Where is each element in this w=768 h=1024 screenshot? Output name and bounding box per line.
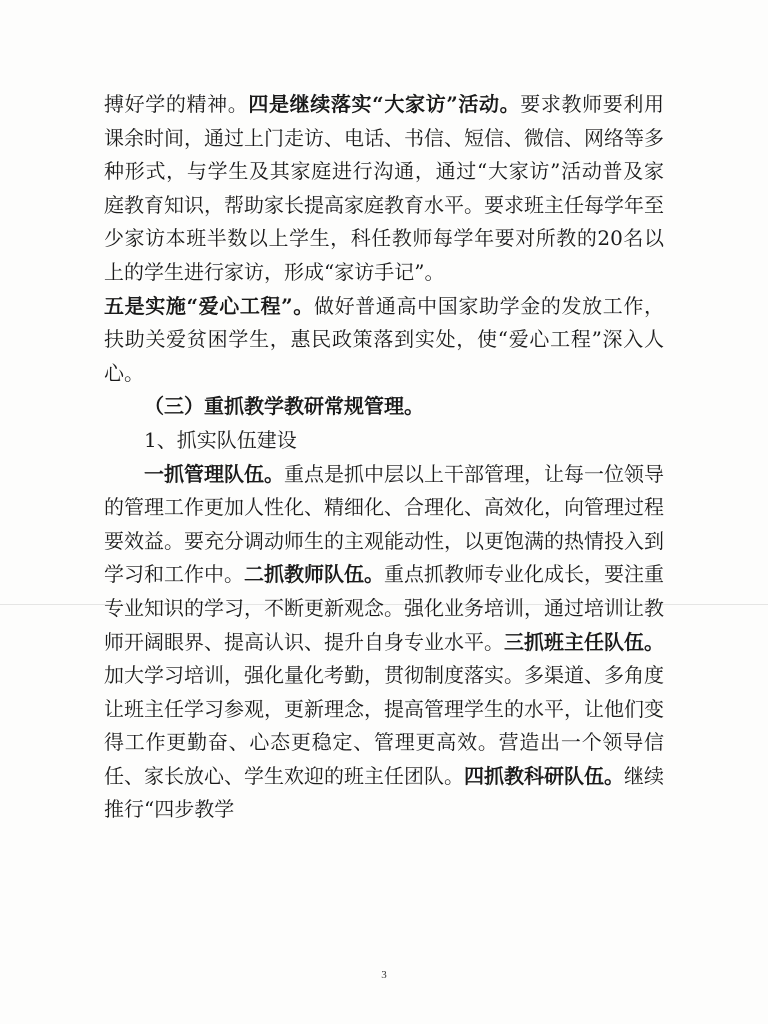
- text-run: 1、抓实队伍建设: [144, 427, 297, 452]
- subsection-heading: [104, 424, 664, 458]
- section-heading: [104, 390, 664, 424]
- paragraph: [104, 290, 664, 391]
- bold-phrase: 四抓教科研队伍。: [464, 763, 624, 788]
- paragraph: [104, 88, 664, 290]
- bold-phrase: 四是继续落实“大家访”活动。: [248, 92, 521, 116]
- text-run: 搏好学的精神。: [104, 92, 249, 116]
- text-run: 加大学习培训，强化量化考勤，贯彻制度落实。多渠道、多角度让班主任学习参观，更新理念，提高管理学生的水平，让他们变得工作更勤奋、心态更稳定、管理更高效。营造出一个领导信任、家长放心、学生欢迎的班主任团队。: [104, 663, 664, 788]
- bold-phrase: 五是实施“爱心工程”。: [104, 293, 314, 318]
- text-run: 重点抓教师专业化成长，要注重专业知识的学习，不断更新观念。强化业务培训，通过培训让教师开阔眼界、提高认识、提升自身专业水平。: [104, 562, 664, 654]
- bold-phrase: 三抓班主任队伍。: [504, 629, 664, 654]
- text-run: 做好普通高中国家助学金的发放工作，扶助关爱贫困学生，惠民政策落到实处，使“爱心工程”深入人心。: [104, 293, 665, 385]
- bold-phrase: 二抓教师队伍。: [244, 562, 384, 587]
- body-text: [104, 88, 664, 827]
- bold-phrase: （三）重抓教学教研常规管理。: [144, 394, 424, 419]
- paragraph: [104, 458, 664, 828]
- text-run: 继续推行“四步教学: [104, 763, 664, 822]
- page-number: 3: [381, 969, 387, 981]
- text-run: 重点是抓中层以上干部管理，让每一位领导的管理工作更加人性化、精细化、合理化、高效化，向管理过程要效益。要充分调动师生的主观能动性，以更饱满的热情投入到学习和工作中。: [104, 461, 664, 587]
- text-run: 要求教师要利用课余时间，通过上门走访、电话、书信、短信、微信、网络等多种形式，与学生及其家庭进行沟通，通过“大家访”活动普及家庭教育知识，帮助家长提高家庭教育水平。要求班主任每学年至少家访本班半数以上学生，科任教师每学年要对所教的20名以上的学生进行家访，形成“家访手记”。: [104, 92, 665, 284]
- bold-phrase: 一抓管理队伍。: [144, 461, 284, 486]
